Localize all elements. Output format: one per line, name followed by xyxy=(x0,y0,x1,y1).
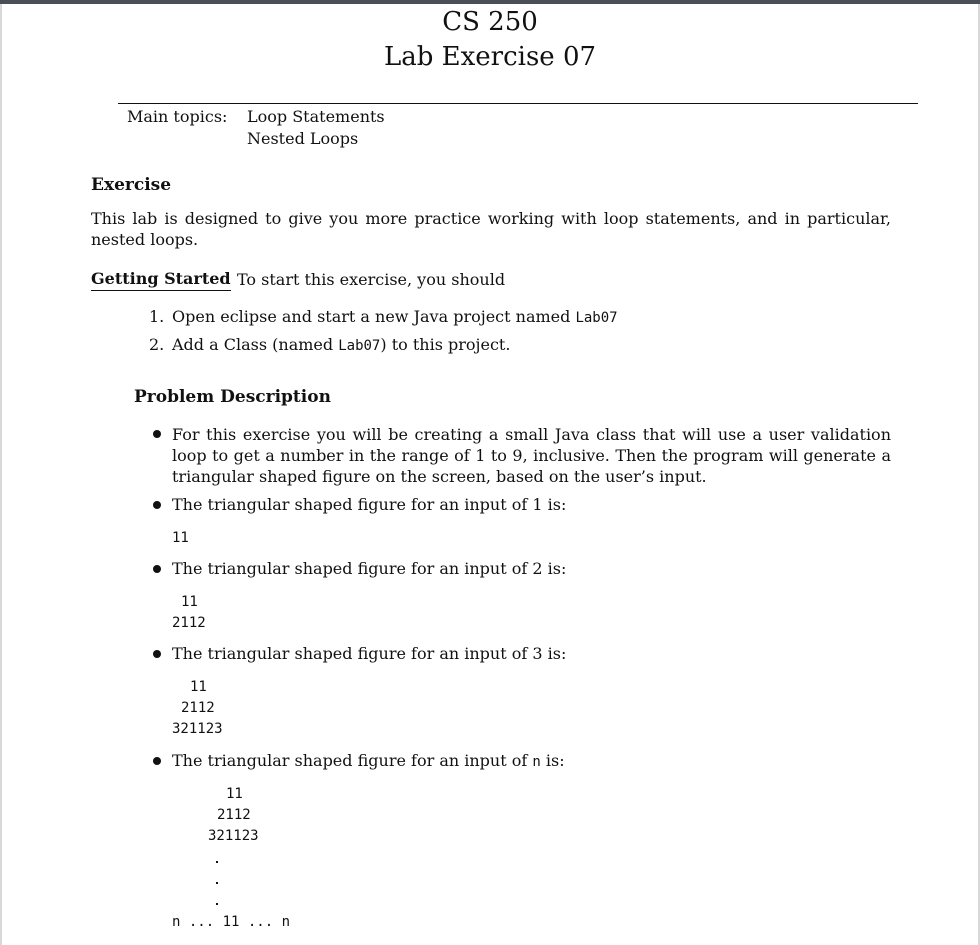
figure-line: 2112 xyxy=(217,807,251,823)
topics-label: Main topics: xyxy=(127,107,228,126)
figure-line: 321123 xyxy=(172,721,223,737)
lab-title: Lab Exercise 07 xyxy=(383,42,597,72)
figure-line: 321123 xyxy=(208,828,259,844)
figure-line: 11 xyxy=(181,594,198,610)
figure-caption: The triangular shaped figure for an input of 1 is: xyxy=(172,495,567,514)
bullet-icon xyxy=(153,430,161,438)
bullet-icon xyxy=(153,565,161,573)
ellipsis-dot xyxy=(216,903,218,905)
figure-last-line: n ... 11 ... n xyxy=(172,914,291,930)
code-lab07: Lab07 xyxy=(338,338,381,354)
step-number: 2. xyxy=(149,335,165,354)
topic-item: Nested Loops xyxy=(247,129,359,148)
getting-started-label: Getting Started xyxy=(91,269,231,291)
figure-line: 11 xyxy=(226,786,243,802)
figure-caption: The triangular shaped figure for an input of n is: xyxy=(172,751,565,770)
figure-line: 11 xyxy=(172,530,189,546)
exercise-text: This lab is designed to give you more practice working with loop statements, and in particular, nested loops. xyxy=(91,209,891,249)
title-rule xyxy=(118,103,918,104)
figure-line: 2112 xyxy=(181,700,215,716)
topic-item: Loop Statements xyxy=(247,107,385,126)
problem-heading: Problem Description xyxy=(134,387,331,407)
code-lab07: Lab07 xyxy=(575,310,618,326)
figure-caption: The triangular shaped figure for an input of 3 is: xyxy=(172,644,567,663)
figure-line: 11 xyxy=(190,679,207,695)
bullet-icon xyxy=(153,501,161,509)
step-number: 1. xyxy=(149,307,165,326)
bullet-icon xyxy=(153,757,161,765)
bullet-icon xyxy=(153,650,161,658)
figure-caption: The triangular shaped figure for an input of 2 is: xyxy=(172,559,567,578)
figure-line: 2112 xyxy=(172,615,206,631)
step-text: Open eclipse and start a new Java project named Lab07 xyxy=(172,307,618,326)
course-title: CS 250 xyxy=(442,7,538,37)
exercise-heading: Exercise xyxy=(91,175,172,195)
ellipsis-dot xyxy=(216,861,218,863)
getting-started-intro: To start this exercise, you should xyxy=(237,270,506,289)
ellipsis-dot xyxy=(216,882,218,884)
problem-intro: For this exercise you will be creating a small Java class that will use a user validation loop to get a number in the range of 1 to 9, inclusive. Then the program will generate a triangular shaped figure on the screen, based on the user’s input. xyxy=(172,425,891,486)
step-text: Add a Class (named Lab07) to this project. xyxy=(172,335,511,354)
